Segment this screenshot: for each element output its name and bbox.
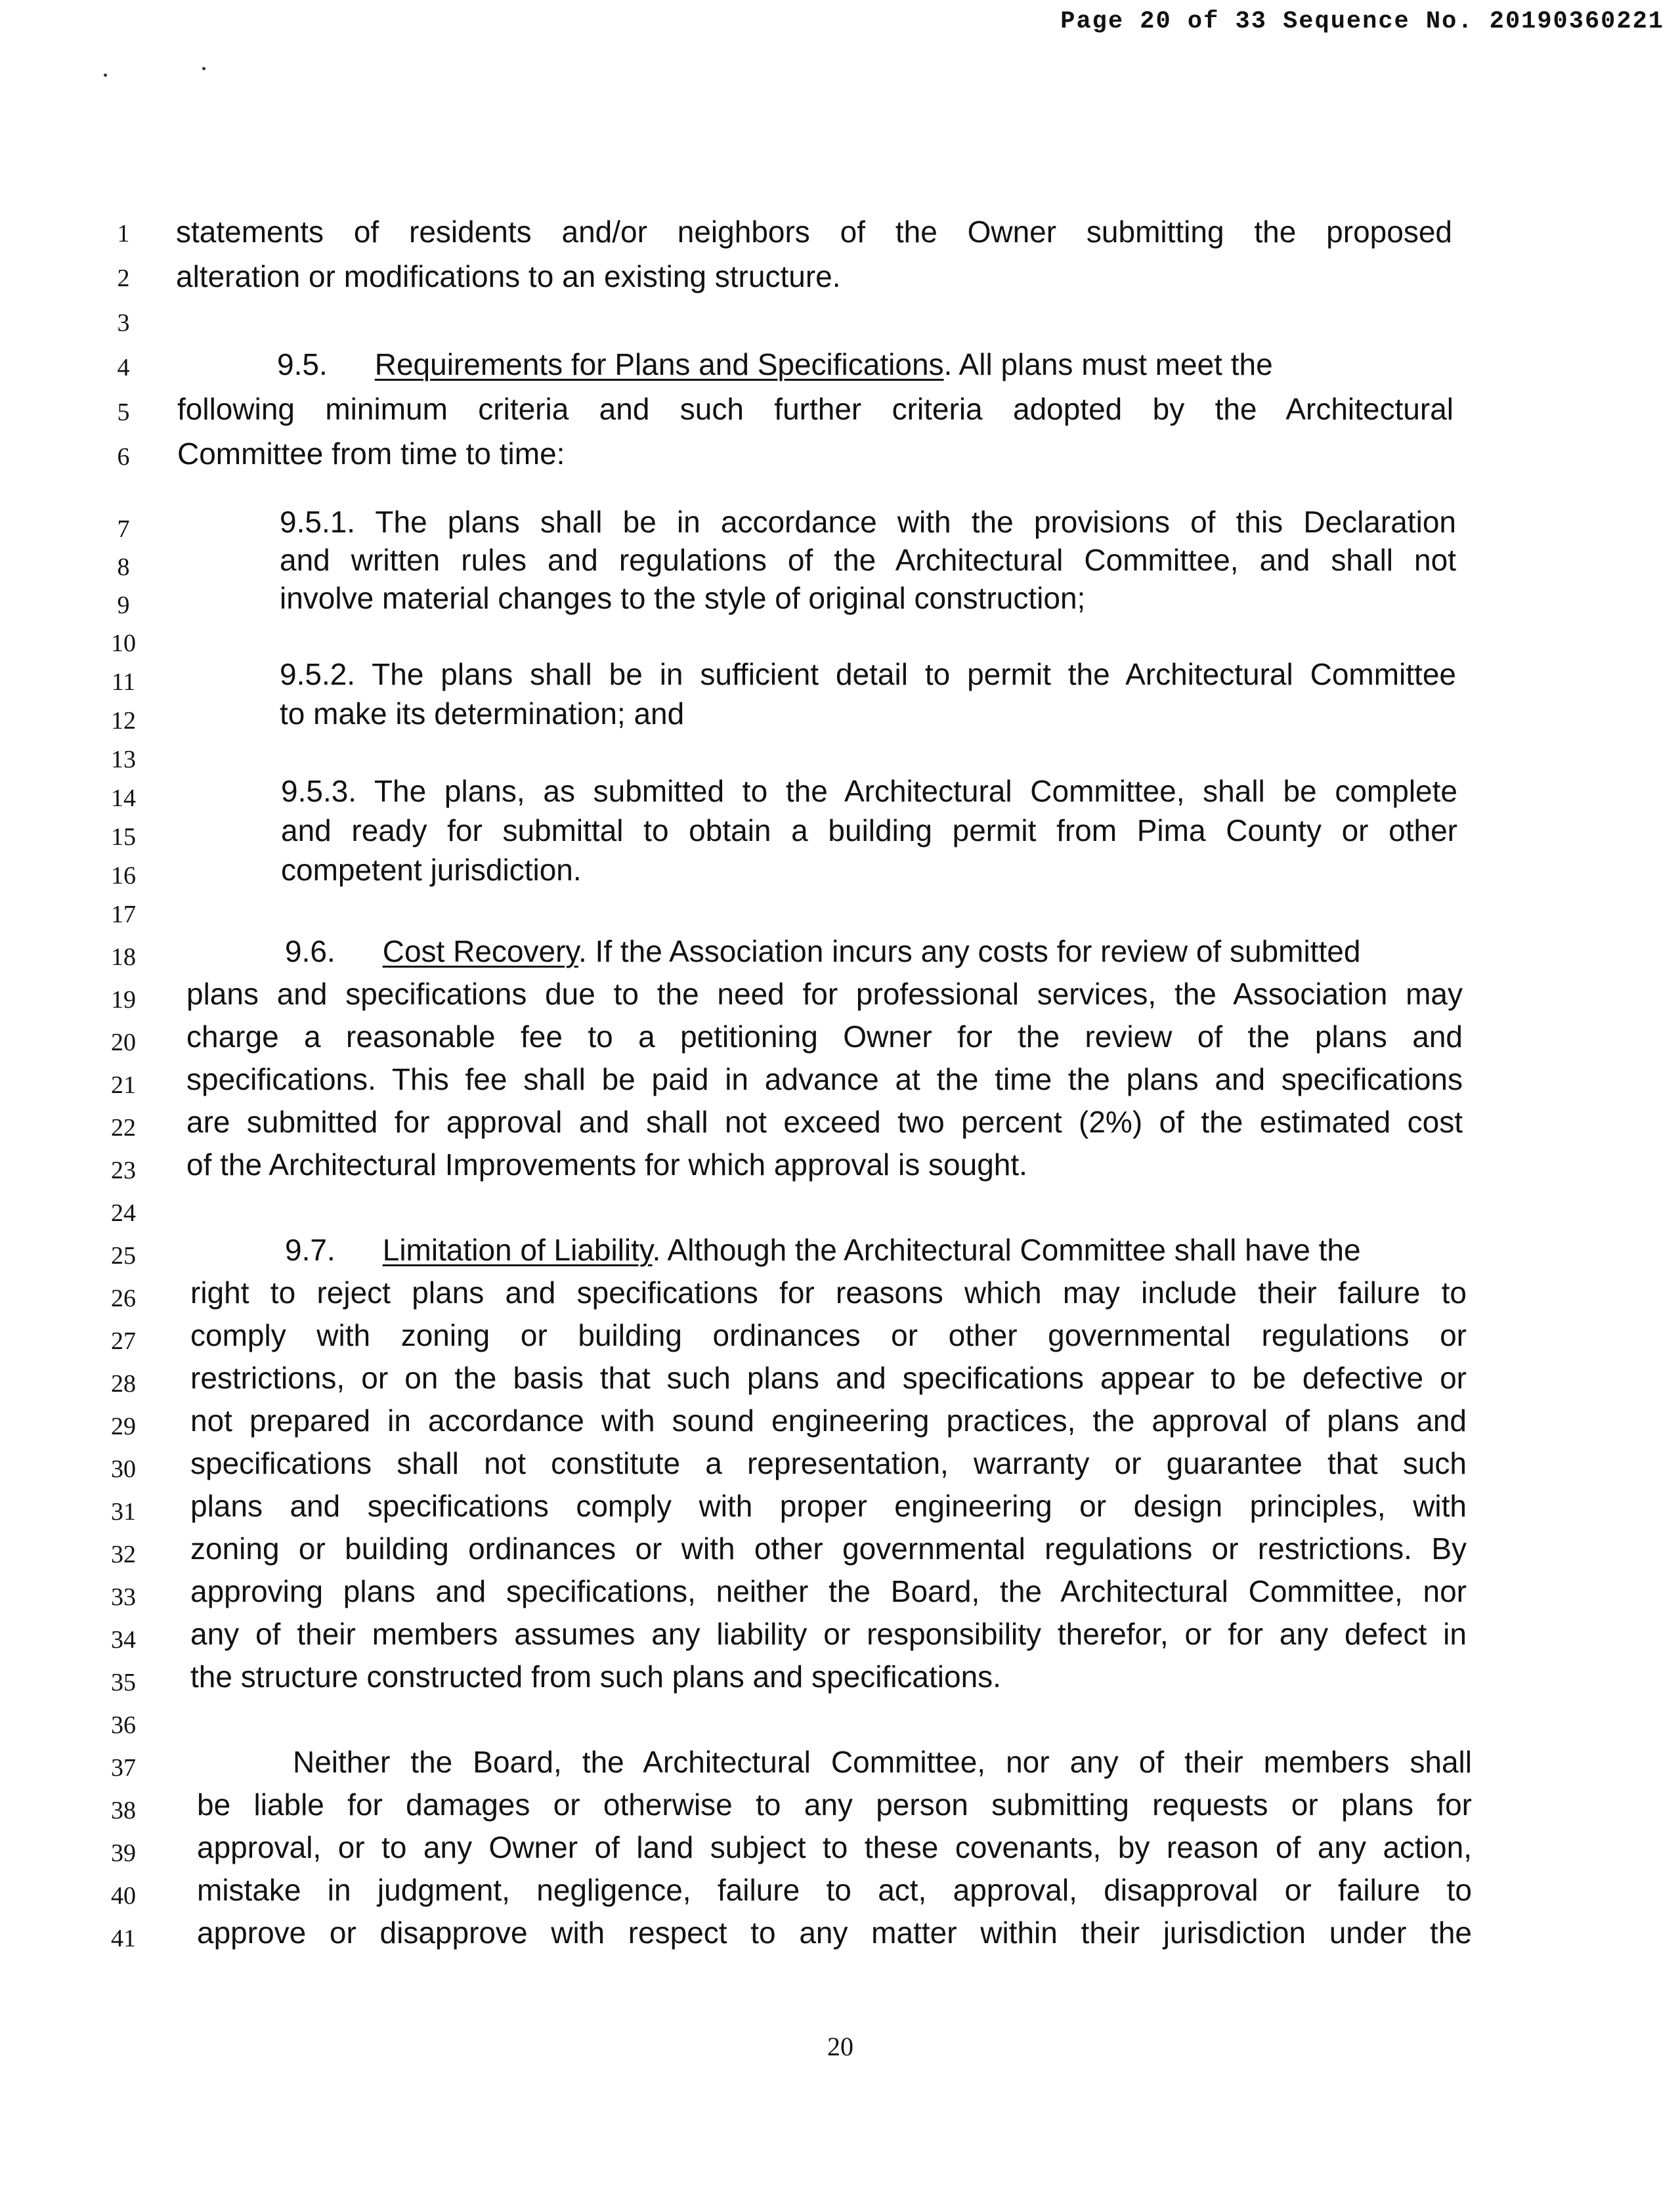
line-number: 35 [111,1669,136,1696]
line-number: 14 [111,784,136,812]
page-header: Page 20 of 33 Sequence No. 20190360221 [1060,8,1664,35]
section-heading-line [285,1235,1361,1265]
text-line: 9.5.2. The plans shall be in sufficient detail to permit the Architectural Committee [280,657,1456,691]
line-number: 17 [111,901,136,928]
line-number: 10 [111,630,136,657]
text-line: any of their members assumes any liability or responsibility therefor, or for any defect in [190,1617,1467,1651]
text-line: of the Architectural Improvements for which approval is sought. [186,1148,1027,1182]
scan-speck [202,67,205,70]
section-number: 9.6. [285,934,335,968]
line-number: 6 [117,443,130,471]
text-line: 9.5.1. The plans shall be in accordance with the provisions of this Declaration [280,505,1456,539]
section-number: 9.7. [285,1233,335,1267]
text-line: statements of residents and/or neighbors of the Owner submitting the proposed [176,215,1452,249]
line-number: 33 [111,1583,136,1611]
text-line: and written rules and regulations of the Architectural Committee, and shall not [280,543,1456,577]
line-number: 30 [111,1455,136,1483]
text-line: restrictions, or on the basis that such plans and specifications appear to be defective or [190,1361,1467,1395]
line-number: 26 [111,1285,136,1312]
line-number: 13 [111,746,136,773]
line-number: 40 [111,1882,136,1910]
line-number: 18 [111,943,136,971]
section-heading-line [277,349,1273,379]
text-line: be liable for damages or otherwise to any person submitting requests or plans for [197,1788,1472,1822]
text-line: specifications shall not constitute a representation, warranty or guarantee that such [190,1446,1467,1480]
scan-speck [104,74,107,77]
line-number: 21 [111,1071,136,1099]
line-number: 34 [111,1626,136,1654]
section-title: Cost Recovery [382,934,578,968]
line-number: 9 [117,591,130,619]
text-line: alteration or modifications to an existing structure. [176,259,841,293]
text-line: not prepared in accordance with sound engineering practices, the approval of plans and [190,1404,1467,1438]
text-line: plans and specifications comply with proper engineering or design principles, with [190,1489,1467,1523]
line-number: 15 [111,823,136,851]
text-line: approval, or to any Owner of land subject to these covenants, by reason of any action, [197,1830,1472,1864]
section-title: Limitation of Liability [382,1233,653,1267]
text-line: the structure constructed from such plans and specifications. [190,1660,1001,1694]
text-line: comply with zoning or building ordinances or other governmental regulations or [190,1318,1467,1352]
line-number: 25 [111,1242,136,1270]
line-number: 19 [111,986,136,1014]
text-line: mistake in judgment, negligence, failure to act, approval, disapproval or failure to [197,1873,1472,1907]
text-line: Committee from time to time: [177,437,565,471]
line-number: 1 [117,220,130,247]
text-line: 9.5.3. The plans, as submitted to the Architectural Committee, shall be complete [281,774,1457,808]
line-number: 24 [111,1199,136,1227]
text-line: approving plans and specifications, neither the Board, the Architectural Committee, nor [190,1574,1467,1608]
text-line: specifications. This fee shall be paid in advance at the time the plans and specifications [186,1062,1463,1096]
line-number: 20 [111,1029,136,1056]
text-line: right to reject plans and specifications for reasons which may include their failure to [190,1276,1467,1310]
line-number: 28 [111,1370,136,1398]
text-run: . All plans must meet the [943,347,1273,381]
line-number: 27 [111,1327,136,1355]
text-line: following minimum criteria and such further criteria adopted by the Architectural [177,392,1454,426]
line-number: 16 [111,862,136,890]
line-number: 4 [117,354,130,381]
text-line: Neither the Board, the Architectural Committee, nor any of their members shall [293,1745,1472,1779]
line-number: 3 [117,309,130,337]
text-run: . Although the Architectural Committee shall have the [652,1233,1361,1267]
line-number: 38 [111,1797,136,1824]
text-line: plans and specifications due to the need for professional services, the Association may [186,977,1463,1011]
text-line: and ready for submittal to obtain a building permit from Pima County or other [281,813,1457,847]
text-line: approve or disapprove with respect to any matter within their jurisdiction under the [197,1916,1472,1950]
line-number: 31 [111,1498,136,1526]
text-run: . If the Association incurs any costs for review of submitted [578,934,1361,968]
text-line: are submitted for approval and shall not exceed two percent (2%) of the estimated cost [186,1105,1463,1139]
text-line: zoning or building ordinances or with other governmental regulations or restrictions. By [190,1532,1467,1566]
line-number: 39 [111,1839,136,1867]
line-number: 23 [111,1157,136,1184]
line-number: 2 [117,265,130,292]
line-number: 37 [111,1754,136,1782]
line-number: 29 [111,1413,136,1440]
text-line: involve material changes to the style of original construction; [280,581,1086,615]
line-number: 7 [117,515,130,543]
line-number: 8 [117,553,130,581]
line-number: 22 [111,1114,136,1142]
line-number: 41 [111,1925,136,1952]
line-number: 12 [111,707,136,735]
line-number: 11 [111,668,136,696]
section-title: Requirements for Plans and Specifications [374,347,944,381]
section-number: 9.5. [277,347,328,381]
section-heading-line [285,936,1360,966]
page-number: 20 [827,2032,853,2061]
line-number: 32 [111,1541,136,1568]
text-line: to make its determination; and [280,697,685,731]
text-line: competent jurisdiction. [281,853,582,887]
line-number: 5 [117,398,130,426]
text-line: charge a reasonable fee to a petitioning Owner for the review of the plans and [186,1019,1463,1054]
line-number: 36 [111,1711,136,1739]
